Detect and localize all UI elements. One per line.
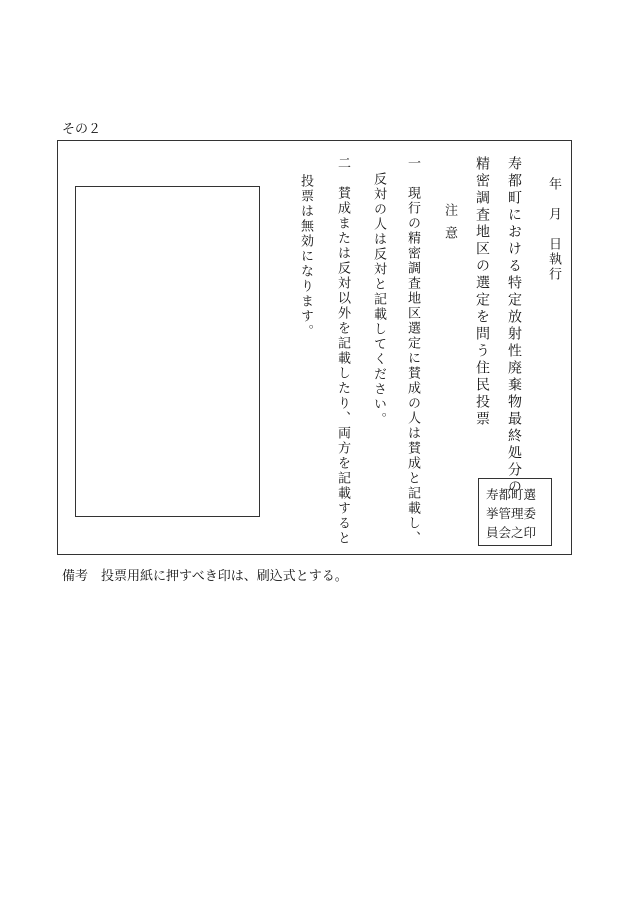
note-2-line-1: 二 賛成または反対以外を記載したり、両方を記載すると xyxy=(335,156,350,546)
note-2-line-2: 投票は無効になります。 xyxy=(298,174,313,339)
notes-heading: 注意 xyxy=(442,203,457,249)
seal-line-1: 寿都町選 xyxy=(486,487,537,502)
execution-date: 年 月 日執行 xyxy=(546,177,561,282)
seal-line-2: 挙管理委 xyxy=(486,506,537,521)
remarks-note: 備考 投票用紙に押すべき印は、刷込式とする。 xyxy=(62,569,348,584)
vote-write-in-box[interactable] xyxy=(75,186,260,517)
election-board-seal xyxy=(478,478,552,546)
note-1-line-1: 一 現行の精密調査地区選定に賛成の人は賛成と記載し、 xyxy=(405,156,420,546)
ballot-frame xyxy=(57,140,572,555)
form-number-label: その２ xyxy=(62,122,102,137)
seal-line-3: 員会之印 xyxy=(486,525,537,540)
note-1-line-2: 反対の人は反対と記載してください。 xyxy=(371,172,386,427)
ballot-title-line-2: 精密調査地区の選定を問う住民投票 xyxy=(474,156,490,428)
ballot-title-line-1: 寿都町における特定放射性廃棄物最終処分の xyxy=(506,156,522,496)
